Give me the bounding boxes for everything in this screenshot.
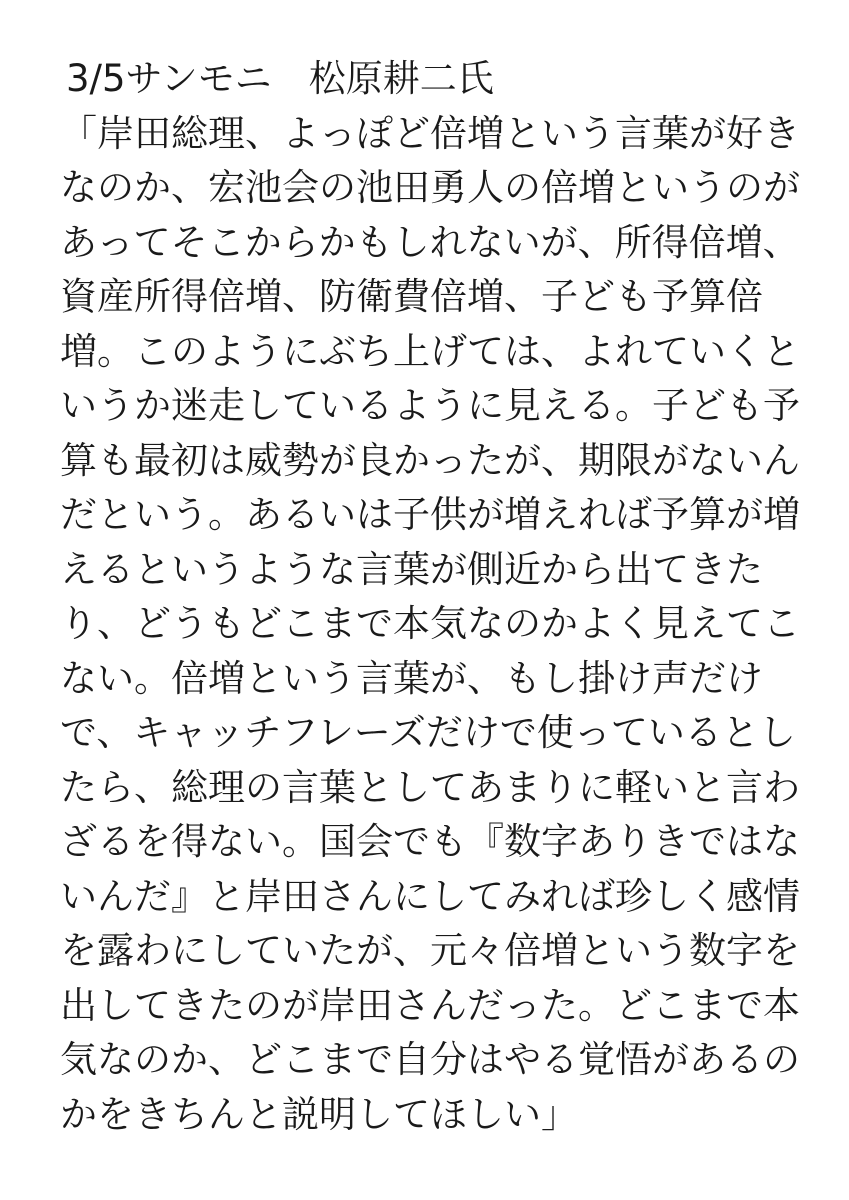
text-line-2: なのか、宏池会の池田勇人の倍増というのが	[60, 166, 800, 209]
text-line-17: 出してきたのが岸田さんだった。どこまで本	[60, 983, 800, 1027]
text-line-16: を露わにしていたが、元々倍増という数字を	[60, 929, 800, 972]
text-line-1: 「岸田総理、よっぽど倍増という言葉が好き	[60, 111, 800, 155]
text-line-4: 資産所得倍増、防衛費倍増、子ども予算倍	[60, 275, 763, 318]
text-line-12: で、キャッチフレーズだけで使っているとし	[60, 711, 796, 754]
quote-text-block	[60, 52, 830, 1142]
text-line-15: いんだ』と岸田さんにしてみれば珍しく感情	[60, 874, 800, 918]
text-line-10: り、どうもどこまで本気なのかよく見えてこ	[60, 602, 800, 645]
text-line-19: かをきちんと説明してほしい」	[60, 1092, 578, 1136]
text-line-11: ない。倍増という言葉が、もし掛け声だけ	[60, 656, 763, 700]
text-line-6: いうか迷走しているように見える。子ども予	[60, 384, 800, 427]
text-line-18: 気なのか、どこまで自分はやる覚悟があるの	[60, 1038, 800, 1081]
text-line-13: たら、総理の言葉としてあまりに軽いと言わ	[60, 765, 800, 809]
text-line-14: ざるを得ない。国会でも『数字ありきではな	[60, 820, 800, 863]
text-line-8: だという。あるいは子供が増えれば予算が増	[60, 493, 800, 536]
text-line-3: あってそこからかもしれないが、所得倍増、	[60, 220, 800, 264]
text-line-9: えるというような言葉が側近から出てきた	[60, 547, 763, 591]
text-line-5: 増。このようにぶち上げては、よれていくと	[60, 329, 800, 373]
heading-line: 3/5サンモニ 松原耕二氏	[66, 57, 494, 100]
text-line-7: 算も最初は威勢が良かったが、期限がないん	[60, 438, 800, 482]
